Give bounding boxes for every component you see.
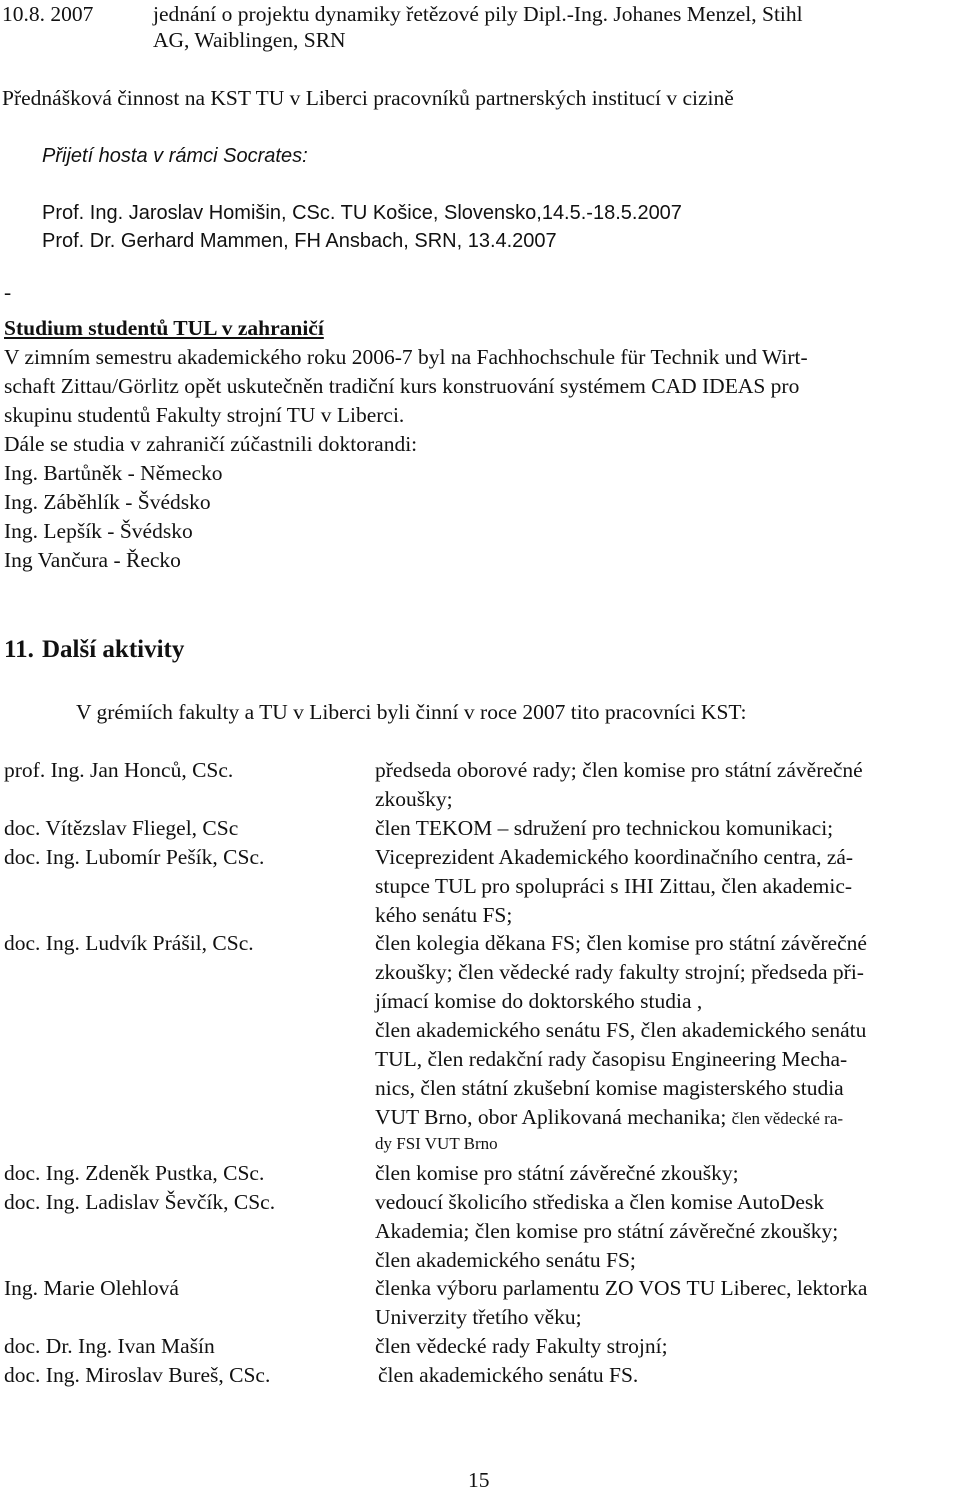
member-name: doc. Dr. Ing. Ivan Mašín	[4, 1334, 215, 1358]
member-role-line: nics, člen státní zkušební komise magisterského studia	[375, 1076, 844, 1100]
doctoral-item: Ing. Záběhlík - Švédsko	[4, 490, 211, 514]
member-role-line: dy FSI VUT Brno	[375, 1134, 498, 1153]
doctoral-intro: Dále se studia v zahraničí zúčastnili doktorandi:	[4, 432, 418, 456]
event-text-line2: AG, Waiblingen, SRN	[153, 28, 346, 52]
member-role-line: člen vědecké rady Fakulty strojní;	[375, 1334, 668, 1358]
member-role-line: TUL, člen redakční rady časopisu Engineering Mecha-	[375, 1047, 848, 1071]
member-role-line: kého senátu FS;	[375, 903, 513, 927]
study-para-line1: V zimním semestru akademického roku 2006-7 byl na Fachhochschule für Technik und Wirt-	[4, 345, 808, 369]
member-role-line: Akademia; člen komise pro státní závěrečné zkoušky;	[375, 1219, 839, 1243]
member-role-line: člen komise pro státní závěrečné zkoušky;	[375, 1161, 739, 1185]
event-date: 10.8. 2007	[2, 2, 94, 26]
member-role-line: jímací komise do doktorského studia ,	[375, 989, 703, 1013]
member-role-line: zkoušky; člen vědecké rady fakulty strojní; předseda při-	[375, 960, 864, 984]
dash-marker: -	[4, 280, 12, 304]
event-text-line1: jednání o projektu dynamiky řetězové pily Dipl.-Ing. Johanes Menzel, Stihl	[153, 2, 803, 26]
member-role-line: předseda oborové rady; člen komise pro státní závěrečné	[375, 758, 863, 782]
member-name: prof. Ing. Jan Honců, CSc.	[4, 758, 234, 782]
member-role-line: členka výboru parlamentu ZO VOS TU Liberec, lektorka	[375, 1276, 868, 1300]
member-name: doc. Ing. Miroslav Bureš, CSc.	[4, 1363, 271, 1387]
study-para-line3: skupinu studentů Fakulty strojní TU v Liberci.	[4, 403, 405, 427]
member-role-text: VUT Brno, obor Aplikovaná mechanika;	[375, 1105, 727, 1129]
member-role-line: člen akademického senátu FS;	[375, 1248, 636, 1272]
study-para-line2: schaft Zittau/Görlitz opět uskutečněn tradiční kurs konstruování systémem CAD IDEAS pro	[4, 374, 800, 398]
section-intro: V grémiích fakulty a TU v Liberci byli činní v roce 2007 tito pracovníci KST:	[76, 700, 747, 724]
guest-1: Prof. Ing. Jaroslav Homišin, CSc. TU Košice, Slovensko,14.5.-18.5.2007	[42, 202, 682, 224]
page-number: 15	[468, 1468, 490, 1492]
study-heading: Studium studentů TUL v zahraničí	[4, 316, 324, 340]
member-role-line: Univerzity třetího věku;	[375, 1305, 582, 1329]
section-title: Další aktivity	[42, 636, 185, 663]
member-name: doc. Vítězslav Fliegel, CSc	[4, 816, 239, 840]
doctoral-item: Ing. Lepšík - Švédsko	[4, 519, 193, 543]
member-role-line: zkoušky;	[375, 787, 453, 811]
member-role-text-small: člen vědecké ra-	[731, 1109, 844, 1128]
section-number: 11.	[4, 636, 34, 663]
member-name: doc. Ing. Ludvík Prášil, CSc.	[4, 931, 254, 955]
member-role-line: Viceprezident Akademického koordinačního centra, zá-	[375, 845, 854, 869]
doctoral-item: Ing. Bartůněk - Německo	[4, 461, 223, 485]
member-name: doc. Ing. Ladislav Ševčík, CSc.	[4, 1190, 276, 1214]
socrates-heading: Přijetí hosta v rámci Socrates:	[42, 145, 308, 167]
member-role-line	[375, 1103, 843, 1133]
member-role-line: vedoucí školicího střediska a člen komise AutoDesk	[375, 1190, 825, 1214]
member-name: doc. Ing. Zdeněk Pustka, CSc.	[4, 1161, 265, 1185]
doctoral-item: Ing Vančura - Řecko	[4, 548, 181, 572]
member-role-line: člen akademického senátu FS.	[378, 1363, 639, 1387]
member-role-line: člen TEKOM – sdružení pro technickou komunikaci;	[375, 816, 834, 840]
lecture-heading: Přednášková činnost na KST TU v Liberci pracovníků partnerských institucí v cizině	[2, 86, 734, 110]
member-name: doc. Ing. Lubomír Pešík, CSc.	[4, 845, 265, 869]
member-role-line: člen kolegia děkana FS; člen komise pro státní závěrečné	[375, 931, 867, 955]
guest-2: Prof. Dr. Gerhard Mammen, FH Ansbach, SRN, 13.4.2007	[42, 230, 557, 252]
member-role-line: stupce TUL pro spolupráci s IHI Zittau, člen akademic-	[375, 874, 853, 898]
member-role-line: člen akademického senátu FS, člen akademického senátu	[375, 1018, 867, 1042]
member-name: Ing. Marie Olehlová	[4, 1276, 179, 1300]
